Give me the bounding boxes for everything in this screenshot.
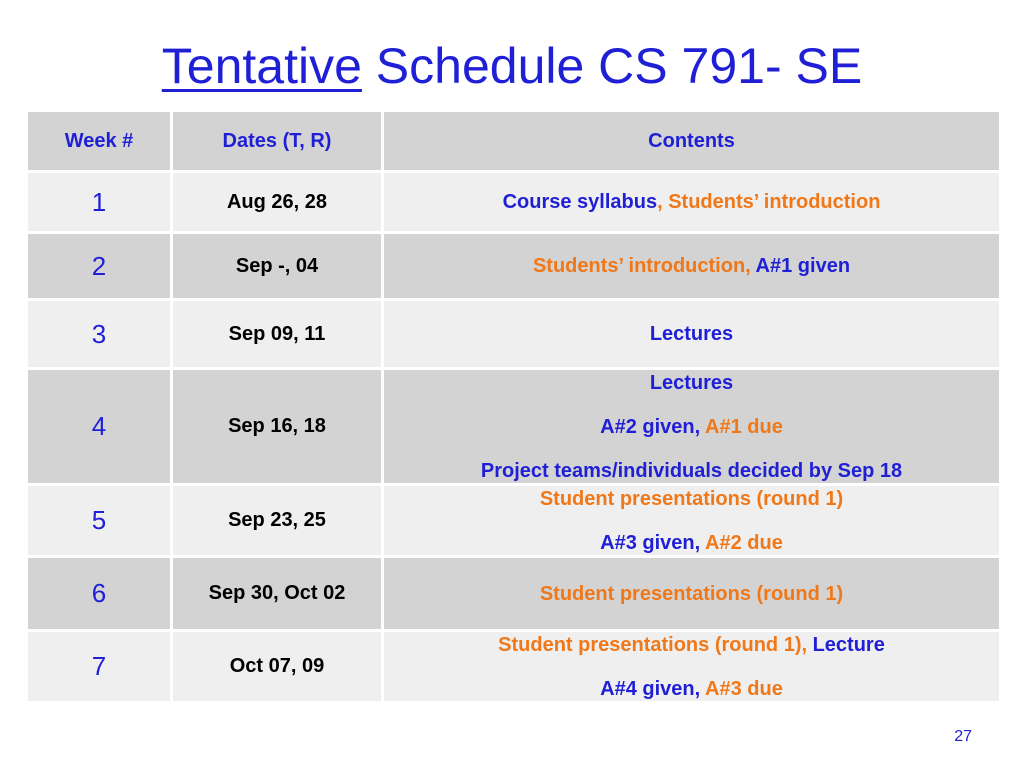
header-week: Week # (27, 111, 172, 172)
dates-cell: Sep 30, Oct 02 (172, 557, 383, 631)
contents-cell (383, 485, 1001, 557)
contents-line (384, 322, 999, 346)
table-row (27, 485, 1001, 557)
contents-line (384, 582, 999, 606)
dates-cell: Aug 26, 28 (172, 172, 383, 233)
table-row (27, 631, 1001, 703)
contents-cell (383, 369, 1001, 485)
contents-segment: A#3 given, (600, 531, 706, 554)
title-rest: Schedule CS 791- SE (361, 38, 863, 94)
table-row (27, 300, 1001, 369)
contents-line (384, 254, 999, 278)
contents-segment: A#4 given, (600, 677, 706, 700)
contents-segment: A#3 due (705, 677, 783, 700)
dates-cell: Sep 16, 18 (172, 369, 383, 485)
slide-title (0, 36, 1024, 96)
dates-cell: Oct 07, 09 (172, 631, 383, 703)
contents-segment: Students’ introduction, (532, 255, 756, 277)
contents-line (384, 633, 999, 657)
contents-segment: Course syllabus (502, 191, 658, 213)
dates-cell: Sep 23, 25 (172, 485, 383, 557)
week-number-cell: 7 (27, 631, 172, 703)
table-header-row (27, 111, 1001, 172)
table-row (27, 557, 1001, 631)
contents-cell (383, 631, 1001, 703)
contents-segment: A#2 given, (600, 415, 706, 438)
week-number-cell: 5 (27, 485, 172, 557)
dates-cell: Sep -, 04 (172, 233, 383, 300)
contents-cell (383, 172, 1001, 233)
contents-line (384, 677, 999, 701)
contents-line (384, 487, 999, 511)
contents-line (384, 415, 999, 439)
week-number-cell: 6 (27, 557, 172, 631)
table-body (27, 172, 1001, 703)
contents-cell (383, 557, 1001, 631)
contents-segment: Student presentations (round 1), (498, 633, 813, 656)
contents-segment: Student presentations (round 1) (539, 582, 844, 605)
week-number-cell: 1 (27, 172, 172, 233)
contents-cell (383, 233, 1001, 300)
contents-line (384, 531, 999, 555)
contents-segment: , (657, 191, 669, 213)
contents-segment: Students’ introduction (668, 191, 881, 213)
header-dates: Dates (T, R) (172, 111, 383, 172)
page-number: 27 (954, 728, 972, 745)
table-row (27, 172, 1001, 233)
week-number-cell: 4 (27, 369, 172, 485)
week-number-cell: 2 (27, 233, 172, 300)
contents-cell (383, 300, 1001, 369)
contents-segment: A#1 due (705, 415, 783, 438)
title-underlined-word: Tentative (161, 38, 362, 94)
contents-segment: A#1 given (755, 255, 851, 277)
contents-line (384, 459, 999, 483)
contents-line (384, 190, 999, 214)
header-contents: Contents (383, 111, 1001, 172)
contents-segment: Student presentations (round 1) (539, 487, 844, 510)
contents-segment: A#2 due (705, 531, 783, 554)
table-row (27, 233, 1001, 300)
contents-segment: Project teams/individuals decided by Sep 18 (480, 459, 903, 482)
contents-line (384, 371, 999, 395)
table-row (27, 369, 1001, 485)
contents-segment: Lectures (649, 371, 734, 394)
contents-segment: Lecture (812, 633, 885, 656)
dates-cell: Sep 09, 11 (172, 300, 383, 369)
contents-segment: Lectures (649, 323, 734, 345)
week-number-cell: 3 (27, 300, 172, 369)
schedule-table (25, 109, 1002, 704)
